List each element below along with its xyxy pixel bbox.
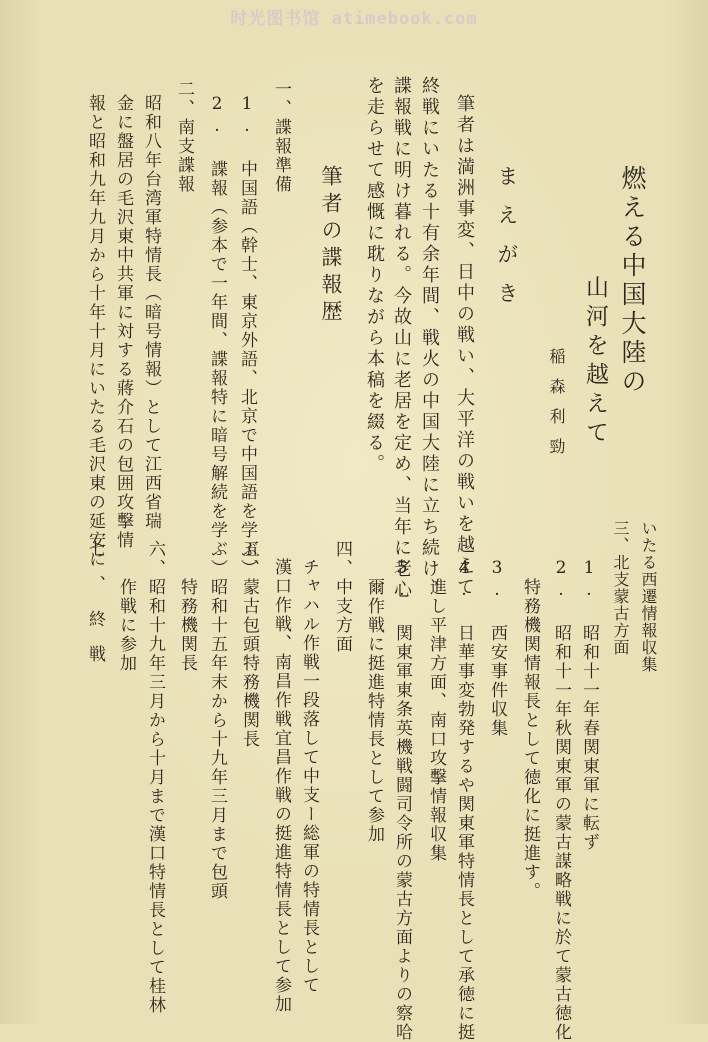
history-line: 2. 諜報（参本で一年間、諜報特に暗号解続を学ぶ） [207,94,227,578]
history-line: 二、南支諜報 [174,80,194,194]
preface-line: を走らせて感慨に耽りながら本稿を綴る。 [364,76,385,475]
preface-heading: まえがき [495,165,519,321]
history-line: 昭和八年台湾軍特情長（暗号情報）として江西省瑞 [141,94,161,531]
lower-line: 六、昭和十九年三月から十月まで漢口特情長として桂林 [145,540,165,1015]
lower-line: 三、北支蒙古方面 [611,520,630,656]
lower-line: 3. 西安事件収集 [487,558,507,738]
preface-line: 筆者は満洲事変、日中の戦い、大平洋の戦いを越えて [454,94,475,598]
lower-line: いたる西遷情報収集 [639,520,658,673]
watermark: 时光图书馆 atimebook.com [230,9,478,29]
lower-line: チャハル作戦一段落して中支ー総軍の特情長として [299,558,319,995]
article-title: 燃える中国大陸の [618,165,647,397]
lower-line: 特務機関情報長として徳化に挺進す。 [520,578,540,901]
lower-line: 4. 日華事変勃発するや関東軍特情長として承徳に挺 [454,558,474,1042]
lower-line: 作戦に参加 [116,578,136,673]
preface-line: 終戦にいたる十有余年間、戦火の中国大陸に立ち続け、 [419,76,440,601]
lower-line: 進し平津方面、南口攻擊情報収集 [426,578,446,863]
lower-line: 2. 昭和十一年秋関東軍の蒙古謀略戦に於て蒙古徳化 [551,558,571,1042]
lower-line: 五、蒙古包頭特務機関長 [239,540,259,749]
history-line: 1. 中国語（幹士、東京外語、北京で中国語を学ぶ） [237,94,257,578]
lower-line: 1. 昭和十一年春関東軍に転ず [579,558,599,852]
history-line: 一、諜報準備 [271,80,291,194]
lower-line: 四、中支方面 [332,540,352,654]
article-subtitle: 山河を越えて [582,275,608,449]
lower-line: 特務機関長 [177,578,197,673]
author-name: 稲森利勁 [547,348,566,468]
lower-line: 漢口作戦、南昌作戦宜昌作戦の挺進特情長として参加 [271,558,291,1014]
history-line: 金に盤居の毛沢東中共軍に対する蔣介石の包囲攻擊情 [113,94,133,550]
lower-line: 5. 関東軍東条英機戦闘司令所の蒙古方面よりの察哈 [392,558,412,1042]
history-heading: 筆者の諜報歴 [319,165,343,327]
lower-line: 爾作戦に挺進特情長として参加 [364,578,384,844]
lower-line: 七、終戦 [85,540,105,680]
lower-line: 昭和十五年末から十九年三月まで包頭 [207,578,227,901]
history-line: 報と昭和九年九月から十年十月にいたる毛沢東の延安に [85,94,105,569]
preface-line: 諜報戦に明け暮れる。今故山に老居を定め、当年に老心 [391,76,412,601]
